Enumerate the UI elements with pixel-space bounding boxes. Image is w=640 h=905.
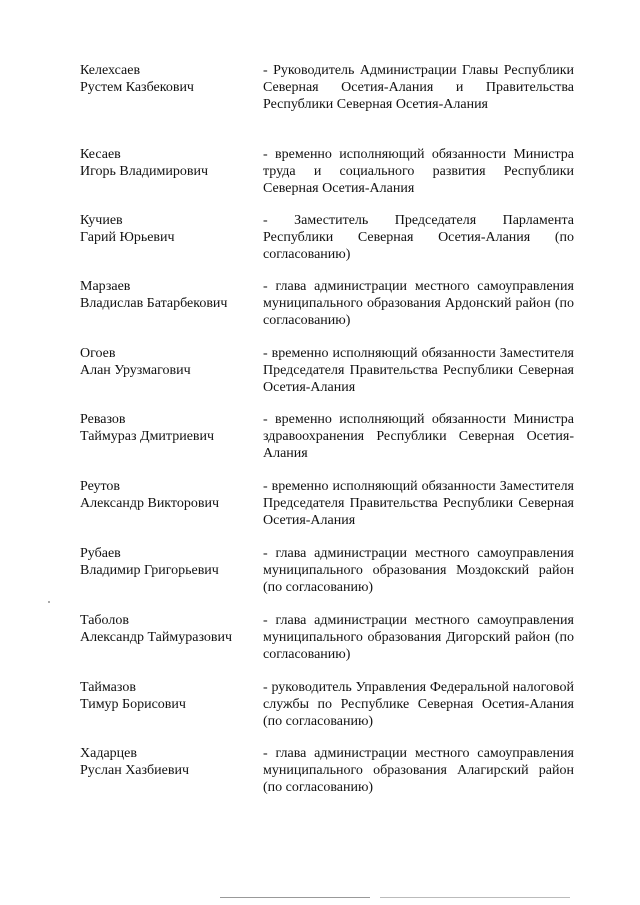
member-name — [80, 745, 255, 779]
member-position: - глава администрации местного самоуправления муниципального образования Ардонский район (по согласованию) — [263, 279, 574, 328]
member-name — [80, 62, 255, 96]
member-surname: Ревазов — [80, 412, 126, 427]
member-given-names: Таймураз Дмитриевич — [80, 429, 215, 444]
member-surname: Таймазов — [80, 680, 136, 695]
member-surname: Рубаев — [80, 546, 121, 561]
member-name — [80, 345, 255, 379]
member-given-names: Александр Таймуразович — [80, 630, 233, 645]
member-given-names: Руслан Хазбиевич — [80, 763, 190, 778]
member-name — [80, 212, 255, 246]
member-given-names: Тимур Борисович — [80, 697, 186, 712]
member-surname: Кесаев — [80, 147, 121, 162]
member-name — [80, 146, 255, 180]
member-surname: Хадарцев — [80, 746, 137, 761]
member-given-names: Владислав Батарбекович — [80, 296, 228, 311]
member-given-names: Гарий Юрьевич — [80, 230, 175, 245]
member-name — [80, 612, 255, 646]
member-given-names: Алан Урузмагович — [80, 363, 191, 378]
member-name — [80, 278, 255, 312]
member-position: - глава администрации местного самоуправления муниципального образования Дигорский район (по согласованию) — [263, 613, 574, 662]
member-position: - временно исполняющий обязанности Министра труда и социального развития Республики Северная Осетия-Алания — [263, 147, 574, 196]
member-position: - временно исполняющий обязанности Заместителя Председателя Правительства Республики Северная Осетия-Алания — [263, 346, 574, 395]
member-given-names: Игорь Владимирович — [80, 164, 209, 179]
member-name — [80, 679, 255, 713]
member-position: - глава администрации местного самоуправления муниципального образования Моздокский район (по согласованию) — [263, 546, 574, 595]
member-name — [80, 478, 255, 512]
member-surname: Огоев — [80, 346, 116, 361]
scan-artifact-line — [380, 897, 570, 898]
member-given-names: Владимир Григорьевич — [80, 563, 219, 578]
member-surname: Таболов — [80, 613, 129, 628]
member-position: - временно исполняющий обязанности Заместителя Председателя Правительства Республики Северная Осетия-Алания — [263, 479, 574, 528]
scan-artifact-line — [220, 897, 370, 898]
member-name — [80, 545, 255, 579]
member-given-names: Александр Викторович — [80, 496, 220, 511]
member-given-names: Рустем Казбекович — [80, 80, 194, 95]
member-position: - глава администрации местного самоуправления муниципального образования Алагирский район (по согласованию) — [263, 746, 574, 795]
member-position: - Заместитель Председателя Парламента Республики Северная Осетия-Алания (по согласованию) — [263, 213, 574, 262]
member-surname: Келехсаев — [80, 63, 141, 78]
member-position: - руководитель Управления Федеральной налоговой службы по Республике Северная Осетия-Алания (по согласованию) — [263, 680, 574, 729]
member-surname: Реутов — [80, 479, 121, 494]
member-name — [80, 411, 255, 445]
member-position: - Руководитель Администрации Главы Республики Северная Осетия-Алания и Правительства Республики Северная Осетия-Алания — [263, 63, 574, 112]
member-surname: Марзаев — [80, 279, 131, 294]
scan-artifact-dot — [48, 601, 50, 603]
member-surname: Кучиев — [80, 213, 123, 228]
member-position: - временно исполняющий обязанности Министра здравоохранения Республики Северная Осетия-Алания — [263, 412, 574, 461]
